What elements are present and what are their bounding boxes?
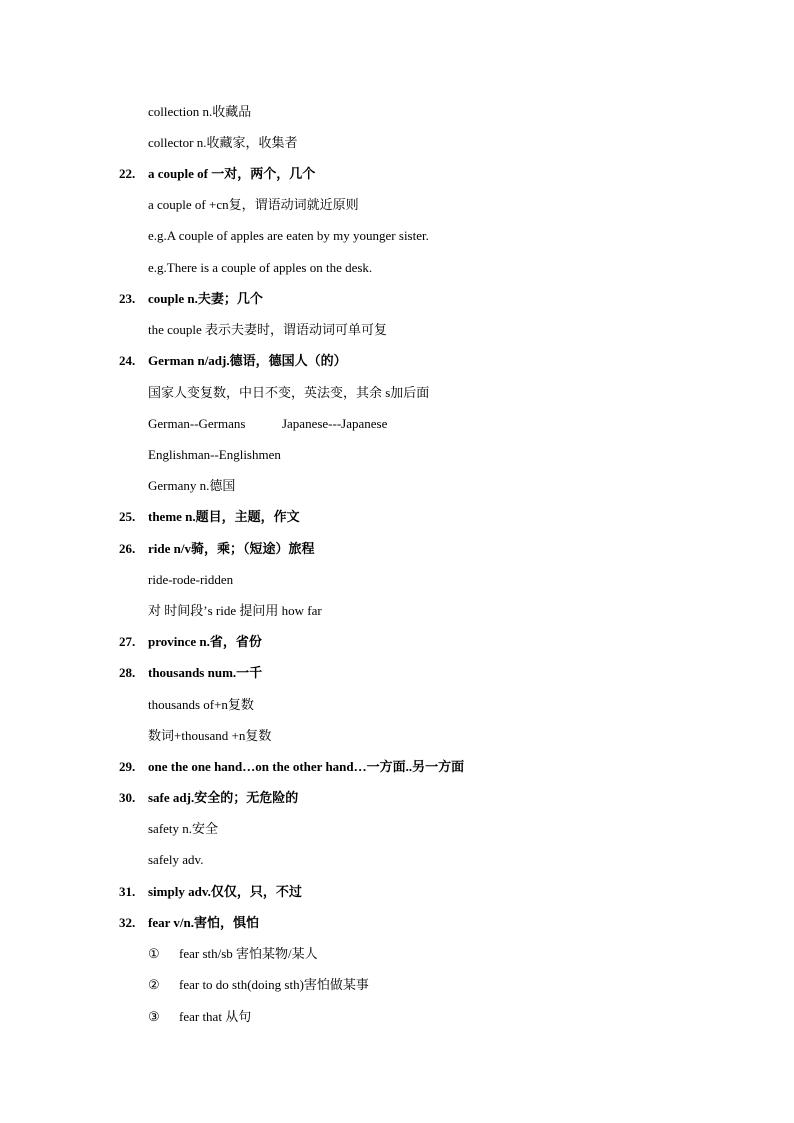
entry-number: 32. xyxy=(119,915,136,930)
entry-heading: one the one hand…on the other hand…一方面..另一方面 xyxy=(148,759,465,774)
text-line: fear to do sth(doing sth)害怕做某事 xyxy=(179,977,369,992)
entry-heading: simply adv.仅仅，只，不过 xyxy=(148,884,302,899)
entry-heading: ride n/v骑，乘；（短途）旅程 xyxy=(148,541,315,556)
entry-heading: province n.省，省份 xyxy=(148,634,262,649)
text-line: safety n.安全 xyxy=(148,821,219,836)
entry-heading: a couple of 一对，两个，几个 xyxy=(148,166,316,181)
entry-number: 31. xyxy=(119,884,136,899)
entry-heading: theme n.题目，主题，作文 xyxy=(148,509,300,524)
plural-example: Japanese---Japanese xyxy=(281,416,388,431)
entry-heading: fear v/n.害怕，惧怕 xyxy=(148,915,259,930)
entry-number: 24. xyxy=(119,353,136,368)
text-line: collection n.收藏品 xyxy=(148,104,252,119)
entry-number: 23. xyxy=(119,291,136,306)
circled-number: ② xyxy=(148,977,160,992)
text-line: e.g.There is a couple of apples on the desk. xyxy=(148,260,373,275)
text-line: e.g.A couple of apples are eaten by my younger sister. xyxy=(148,228,429,243)
entry-heading: German n/adj.德语，德国人（的） xyxy=(148,353,347,368)
text-line xyxy=(148,416,387,432)
entry-heading: safe adj.安全的；无危险的 xyxy=(148,790,299,805)
text-line: the couple 表示夫妻时，谓语动词可单可复 xyxy=(148,322,388,337)
entry-heading: thousands num.一千 xyxy=(148,665,263,680)
circled-number: ③ xyxy=(148,1009,160,1024)
entry-number: 22. xyxy=(119,166,136,181)
entry-number: 27. xyxy=(119,634,136,649)
text-line: collector n.收藏家，收集者 xyxy=(148,135,298,150)
text-line: Englishman--Englishmen xyxy=(148,447,281,462)
text-line: ride-rode-ridden xyxy=(148,572,234,587)
text-line: fear that 从句 xyxy=(179,1009,252,1024)
text-line: a couple of +cn复，谓语动词就近原则 xyxy=(148,197,359,212)
circled-number: ① xyxy=(148,946,160,961)
plural-example: German--Germans xyxy=(148,416,246,431)
text-line: fear sth/sb 害怕某物/某人 xyxy=(179,946,318,961)
text-line: Germany n.德国 xyxy=(148,478,236,493)
text-line: 国家人变复数，中日不变，英法变，其余 s加后面 xyxy=(148,385,430,400)
entry-number: 25. xyxy=(119,509,136,524)
entry-number: 28. xyxy=(119,665,136,680)
text-line: thousands of+n复数 xyxy=(148,697,254,712)
text-line: 数词+thousand +n复数 xyxy=(148,728,272,743)
text-line: 对 时间段’s ride 提问用 how far xyxy=(148,603,322,618)
text-line: safely adv. xyxy=(148,852,204,867)
entry-number: 30. xyxy=(119,790,136,805)
entry-number: 26. xyxy=(119,541,136,556)
entry-heading: couple n.夫妻；几个 xyxy=(148,291,263,306)
entry-number: 29. xyxy=(119,759,136,774)
